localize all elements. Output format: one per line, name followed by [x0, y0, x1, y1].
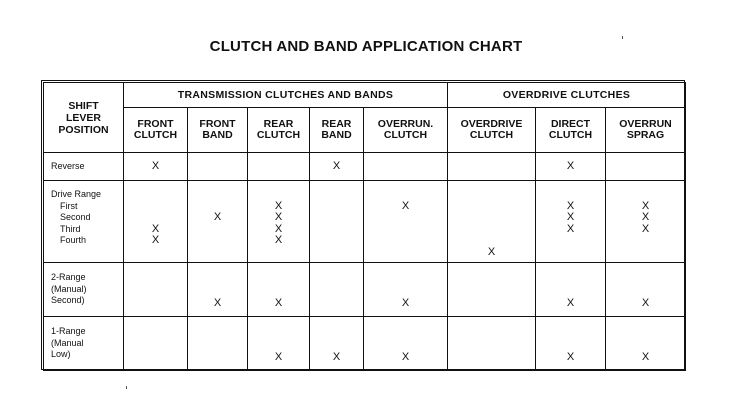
header-line: POSITION [58, 123, 109, 136]
applied-mark: X [332, 350, 341, 363]
column-header-overrun-sprag: OVERRUN SPRAG [606, 108, 686, 153]
applied-mark: X [213, 296, 222, 309]
cell-rear-band [310, 263, 364, 317]
applied-mark: X [566, 211, 575, 223]
applied-mark: X [274, 222, 283, 235]
table-row-2-range [44, 263, 686, 317]
cell-rear-clutch [248, 181, 310, 263]
shift-lever-position-header [44, 83, 124, 153]
applied-mark: X [332, 159, 341, 172]
applied-mark: X [274, 296, 283, 309]
cell-rear-clutch [248, 263, 310, 317]
row-label: 2-Range (Manual) Second) [44, 263, 124, 317]
cell-direct-clutch [536, 181, 606, 263]
applied-mark: X [566, 159, 575, 172]
column-header-overdrive-clutch: OVERDRIVE CLUTCH [448, 108, 536, 153]
cell-overrun-sprag [606, 317, 686, 371]
cell-front-clutch [124, 181, 188, 263]
applied-mark: X [641, 350, 650, 363]
cell-overdrive-clutch [448, 181, 536, 263]
row-label: 1-Range (Manual Low) [44, 317, 124, 371]
applied-mark: X [641, 222, 650, 235]
applied-mark: X [401, 296, 410, 309]
scan-speck [622, 36, 623, 39]
applied-mark: X [566, 199, 575, 212]
clutch-band-table [43, 82, 686, 371]
applied-mark: X [213, 211, 222, 223]
applied-mark: X [151, 234, 160, 246]
cell-front-clutch [124, 153, 188, 181]
applied-mark: X [151, 159, 160, 172]
applied-mark: X [401, 199, 410, 212]
cell-front-clutch [124, 263, 188, 317]
cell-front-band [188, 317, 248, 371]
cell-front-band [188, 263, 248, 317]
chart-title: CLUTCH AND BAND APPLICATION CHART [209, 38, 523, 55]
applied-mark: X [274, 211, 283, 223]
applied-mark: X [566, 296, 575, 309]
cell-overdrive-clutch [448, 153, 536, 181]
cell-front-clutch [124, 317, 188, 371]
column-header-direct-clutch: DIRECT CLUTCH [536, 108, 606, 153]
cell-direct-clutch [536, 317, 606, 371]
cell-overrun-clutch [364, 317, 448, 371]
cell-rear-band [310, 181, 364, 263]
table-row-drive-range [44, 181, 686, 263]
applied-mark: X [487, 245, 496, 258]
cell-front-band [188, 181, 248, 263]
applied-mark: X [641, 199, 650, 212]
scan-speck [126, 386, 127, 389]
cell-overrun-sprag [606, 181, 686, 263]
cell-rear-clutch [248, 317, 310, 371]
column-header-rear-band: REAR BAND [310, 108, 364, 153]
cell-overrun-clutch [364, 153, 448, 181]
column-header-overrun-clutch: OVERRUN. CLUTCH [364, 108, 448, 153]
applied-mark: X [274, 234, 283, 246]
cell-rear-band [310, 153, 364, 181]
applied-mark: X [566, 222, 575, 235]
cell-overrun-clutch [364, 181, 448, 263]
cell-overdrive-clutch [448, 263, 536, 317]
cell-overdrive-clutch [448, 317, 536, 371]
cell-overrun-sprag [606, 153, 686, 181]
applied-mark: X [274, 199, 283, 212]
overdrive-group-header: OVERDRIVE CLUTCHES [448, 83, 686, 108]
applied-mark: X [641, 211, 650, 223]
row-label: Drive Range First Second Third Fourth [44, 181, 124, 263]
transmission-group-header: TRANSMISSION CLUTCHES AND BANDS [124, 83, 448, 108]
cell-rear-band [310, 317, 364, 371]
column-header-front-band: FRONT BAND [188, 108, 248, 153]
applied-mark: X [151, 222, 160, 235]
applied-mark: X [566, 350, 575, 363]
table-row-reverse [44, 153, 686, 181]
row-label: Reverse [44, 153, 124, 181]
header-line: SHIFT [68, 99, 99, 112]
table-row-1-range [44, 317, 686, 371]
cell-overrun-sprag [606, 263, 686, 317]
column-header-rear-clutch: REAR CLUTCH [248, 108, 310, 153]
cell-front-band [188, 153, 248, 181]
cell-overrun-clutch [364, 263, 448, 317]
applied-mark: X [274, 350, 283, 363]
column-header-front-clutch: FRONT CLUTCH [124, 108, 188, 153]
applied-mark: X [641, 296, 650, 309]
cell-direct-clutch [536, 153, 606, 181]
cell-direct-clutch [536, 263, 606, 317]
cell-rear-clutch [248, 153, 310, 181]
applied-mark: X [401, 350, 410, 363]
header-line: LEVER [65, 111, 101, 124]
